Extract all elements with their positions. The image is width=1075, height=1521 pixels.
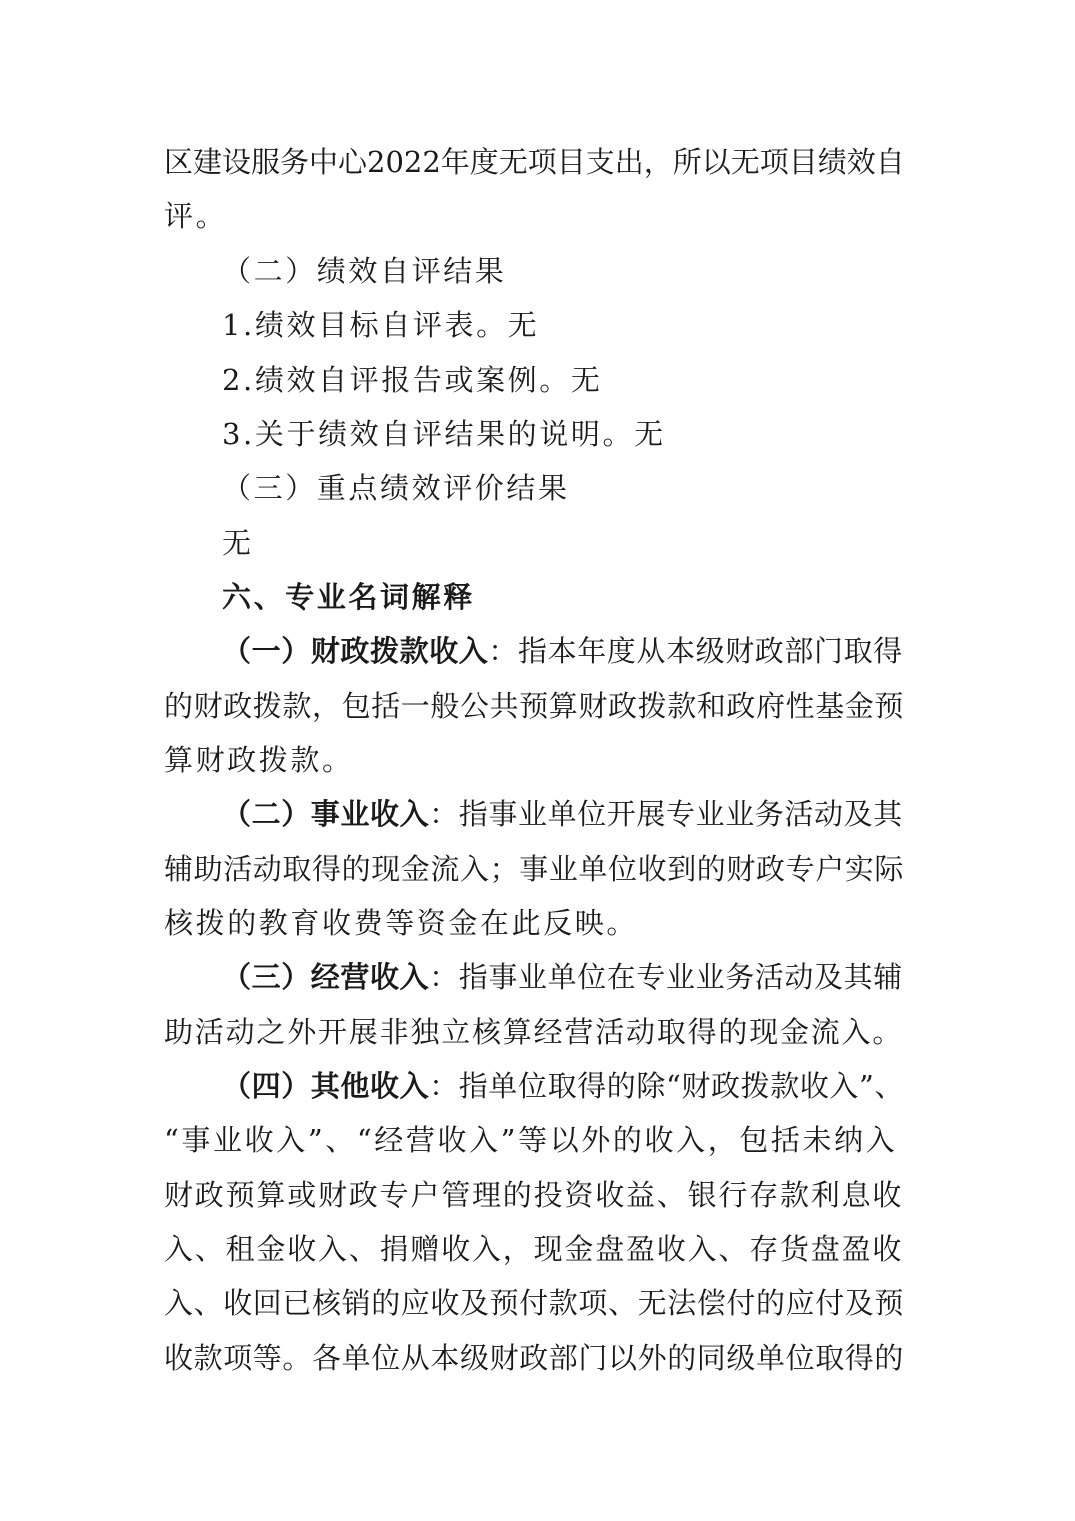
line-text: 助活动之外开展非独立核算经营活动取得的现金流入。: [164, 1015, 904, 1049]
line-text: 收款项等。各单位从本级财政部门以外的同级单位取得的: [164, 1341, 905, 1375]
term-text: ：指单位取得的除“财政拨款收入”、: [429, 1069, 905, 1103]
line-text: 核拨的教育收费等资金在此反映。: [164, 906, 639, 940]
term-label: （三）经营收入: [222, 960, 430, 994]
line-text: （二）绩效自评结果: [222, 254, 507, 288]
line-text: 入、租金收入、捐赠收入，现金盘盈收入、存货盘盈收: [164, 1232, 904, 1266]
text-line: [222, 526, 254, 560]
text-line: [164, 1178, 903, 1212]
text-line: [164, 743, 354, 777]
section-heading: [222, 580, 475, 614]
line-text: 无: [222, 526, 254, 560]
line-text: 2.绩效自评报告或案例。无: [222, 363, 603, 397]
text-line: [164, 145, 905, 179]
subsection-heading: [222, 254, 506, 288]
term-definition: [222, 1069, 904, 1103]
line-text: 3.关于绩效自评结果的说明。无: [222, 417, 666, 451]
text-line: [164, 852, 904, 886]
line-text: 辅助活动取得的现金流入；事业单位收到的财政专户实际: [164, 852, 905, 886]
term-definition: [222, 634, 903, 668]
text-line: [164, 199, 227, 233]
line-text: 算财政拨款。: [164, 743, 354, 777]
line-text: 的财政拨款，包括一般公共预算财政拨款和政府性基金预: [164, 689, 905, 723]
line-text: “事业收入”、“经营收入”等以外的收入，包括未纳入: [164, 1123, 898, 1157]
text-line: [164, 1123, 897, 1157]
term-label: （一）财政拨款收入: [222, 634, 489, 668]
term-label: （四）其他收入: [222, 1069, 430, 1103]
line-text: 入、收回已核销的应收及预付款项、无法偿付的应付及预: [164, 1286, 905, 1320]
list-item: [222, 308, 539, 342]
text-line: [164, 1341, 904, 1375]
list-item: [222, 417, 666, 451]
line-text: 1.绩效目标自评表。无: [222, 308, 540, 342]
text-line: [164, 1015, 903, 1049]
text-line: [164, 689, 904, 723]
term-text: ：指本年度从本级财政部门取得: [488, 634, 903, 668]
term-definition: [222, 797, 903, 831]
text-line: [164, 1286, 904, 1320]
line-text: （三）重点绩效评价结果: [222, 471, 570, 505]
line-text: 区建设服务中心2022年度无项目支出，所以无项目绩效自: [164, 145, 905, 179]
line-text: 财政预算或财政专户管理的投资收益、银行存款利息收: [164, 1178, 904, 1212]
line-text: 六、专业名词解释: [222, 580, 475, 614]
term-definition: [222, 960, 903, 994]
term-label: （二）事业收入: [222, 797, 430, 831]
subsection-heading: [222, 471, 570, 505]
text-line: [164, 906, 638, 940]
term-text: ：指事业单位开展专业业务活动及其: [429, 797, 903, 831]
text-line: [164, 1232, 903, 1266]
line-text: 评。: [164, 199, 228, 233]
list-item: [222, 363, 602, 397]
term-text: ：指事业单位在专业业务活动及其辅: [429, 960, 903, 994]
